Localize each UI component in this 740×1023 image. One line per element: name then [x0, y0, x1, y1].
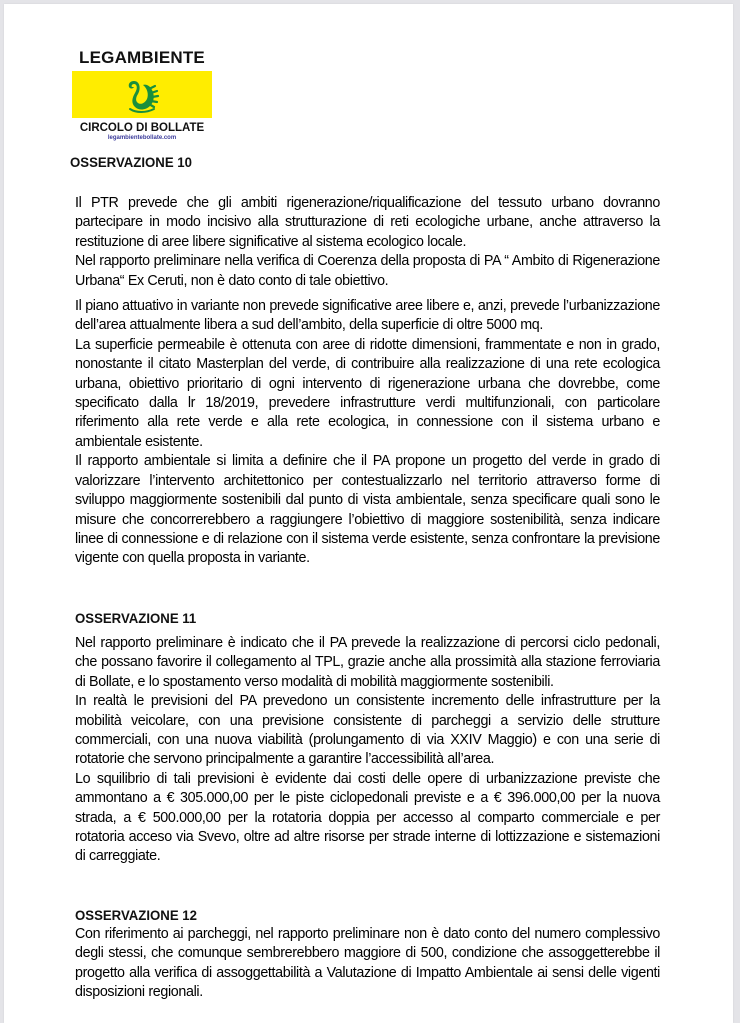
- paragraph: In realtà le previsioni del PA prevedono un consistente incremento delle infrastrutture per la mobilità veicolare, con una previsione consistente di parcheggi a servizio delle strutture commerciali, con una nuova viabilità (prolungamento di via XXIV Maggio) e con una serie di rotatorie che servono principalmente a garantire l’accessibilità all’area.: [75, 693, 660, 768]
- paragraph: Lo squilibrio di tali previsioni è evidente dai costi delle opere di urbanizzazione previste che ammontano a € 305.000,00 per le piste ciclopedonali previste e a € 396.000,00 per la nuova strada, a € 500.000,00 per la rotatoria doppia per accesso al comparto commerciale e per rotatoria acceso via Svevo, oltre ad altre risorse per strade interne di lottizzazione e sistemazioni di carreggiate.: [75, 770, 660, 865]
- paragraph: La superficie permeabile è ottenuta con aree di ridotte dimensioni, frammentate e non in grado, nonostante il citato Masterplan del verde, di contribuire alla realizzazione di una rete ecologica urbana, obiettivo prioritario di ogni intervento di rigenerazione urbana che dovrebbe, come specificato dalla lr 18/2019, prevedere infrastrutture verdi multifunzionali, con particolare riferimento alla rete verde e alla rete ecologica, in connessione con il sistema urbano e ambientale esistente.: [75, 336, 660, 450]
- section-osservazione-12: [75, 907, 660, 1003]
- paragraph: Con riferimento ai parcheggi, nel rapporto preliminare non è dato conto del numero complessivo degli stessi, che comunque sembrerebbero maggiore di 500, condizione che assoggetterebbe il progetto alla verifica di assoggettabilità a Valutazione di Impatto Ambientale ai sensi delle vigenti disposizioni regionali.: [75, 926, 660, 1001]
- swan-leaf-icon: [122, 75, 162, 115]
- paragraph: Il rapporto ambientale si limita a definire che il PA propone un progetto del verde in grado di valorizzare l’intervento architettonico per contestualizzarlo nel territorio attraverso forme di sviluppo maggiormente sostenibili dal punto di vista ambientale, senza specificare quali sono le misure che concorrerebbero a raggiungere l’obiettivo di maggiore sostenibilità, senza indicare linee di connessione e di relazione con il sistema verde esistente, senza confrontare la previsione vigente con quella proposta in variante.: [75, 453, 660, 567]
- legambiente-logo: [72, 48, 212, 142]
- paragraph: Nel rapporto preliminare nella verifica di Coerenza della proposta di PA “ Ambito di Rigenerazione Urbana“ Ex Ceruti, non è dato conto di tale obiettivo.: [75, 253, 660, 289]
- document-page: [4, 4, 733, 1023]
- paragraph: Il piano attuativo in variante non prevede significative aree libere e, anzi, prevede l’urbanizzazione dell’area attualmente libera a sud dell’ambito, della superficie di oltre 5000 mq.: [75, 298, 660, 334]
- logo-subtitle: CIRCOLO DI BOLLATE: [79, 122, 205, 134]
- section-heading: OSSERVAZIONE 11: [75, 611, 197, 627]
- section-osservazione-11: [75, 610, 660, 867]
- logo-title: LEGAMBIENTE: [79, 48, 205, 67]
- logo-url: legambientebollate.com: [107, 135, 177, 141]
- section-heading: OSSERVAZIONE 12: [75, 908, 197, 924]
- paragraph: Nel rapporto preliminare è indicato che il PA prevede la realizzazione di percorsi ciclo pedonali, che possano favorire il collegamento al TPL, grazie anche alla prossimità alla stazione ferroviaria di Bollate, e lo spostamento verso modalità di mobilità maggiormente sostenibili.: [75, 635, 660, 690]
- paragraph: Il PTR prevede che gli ambiti rigenerazione/riqualificazione del tessuto urbano dovranno partecipare in modo incisivo alla strutturazione di reti ecologiche urbane, anche attraverso la restituzione di aree libere significative al sistema ecologico locale.: [75, 195, 660, 250]
- section-osservazione-10: [70, 154, 660, 569]
- section-heading: OSSERVAZIONE 10: [70, 155, 192, 171]
- logo-band: [72, 71, 212, 118]
